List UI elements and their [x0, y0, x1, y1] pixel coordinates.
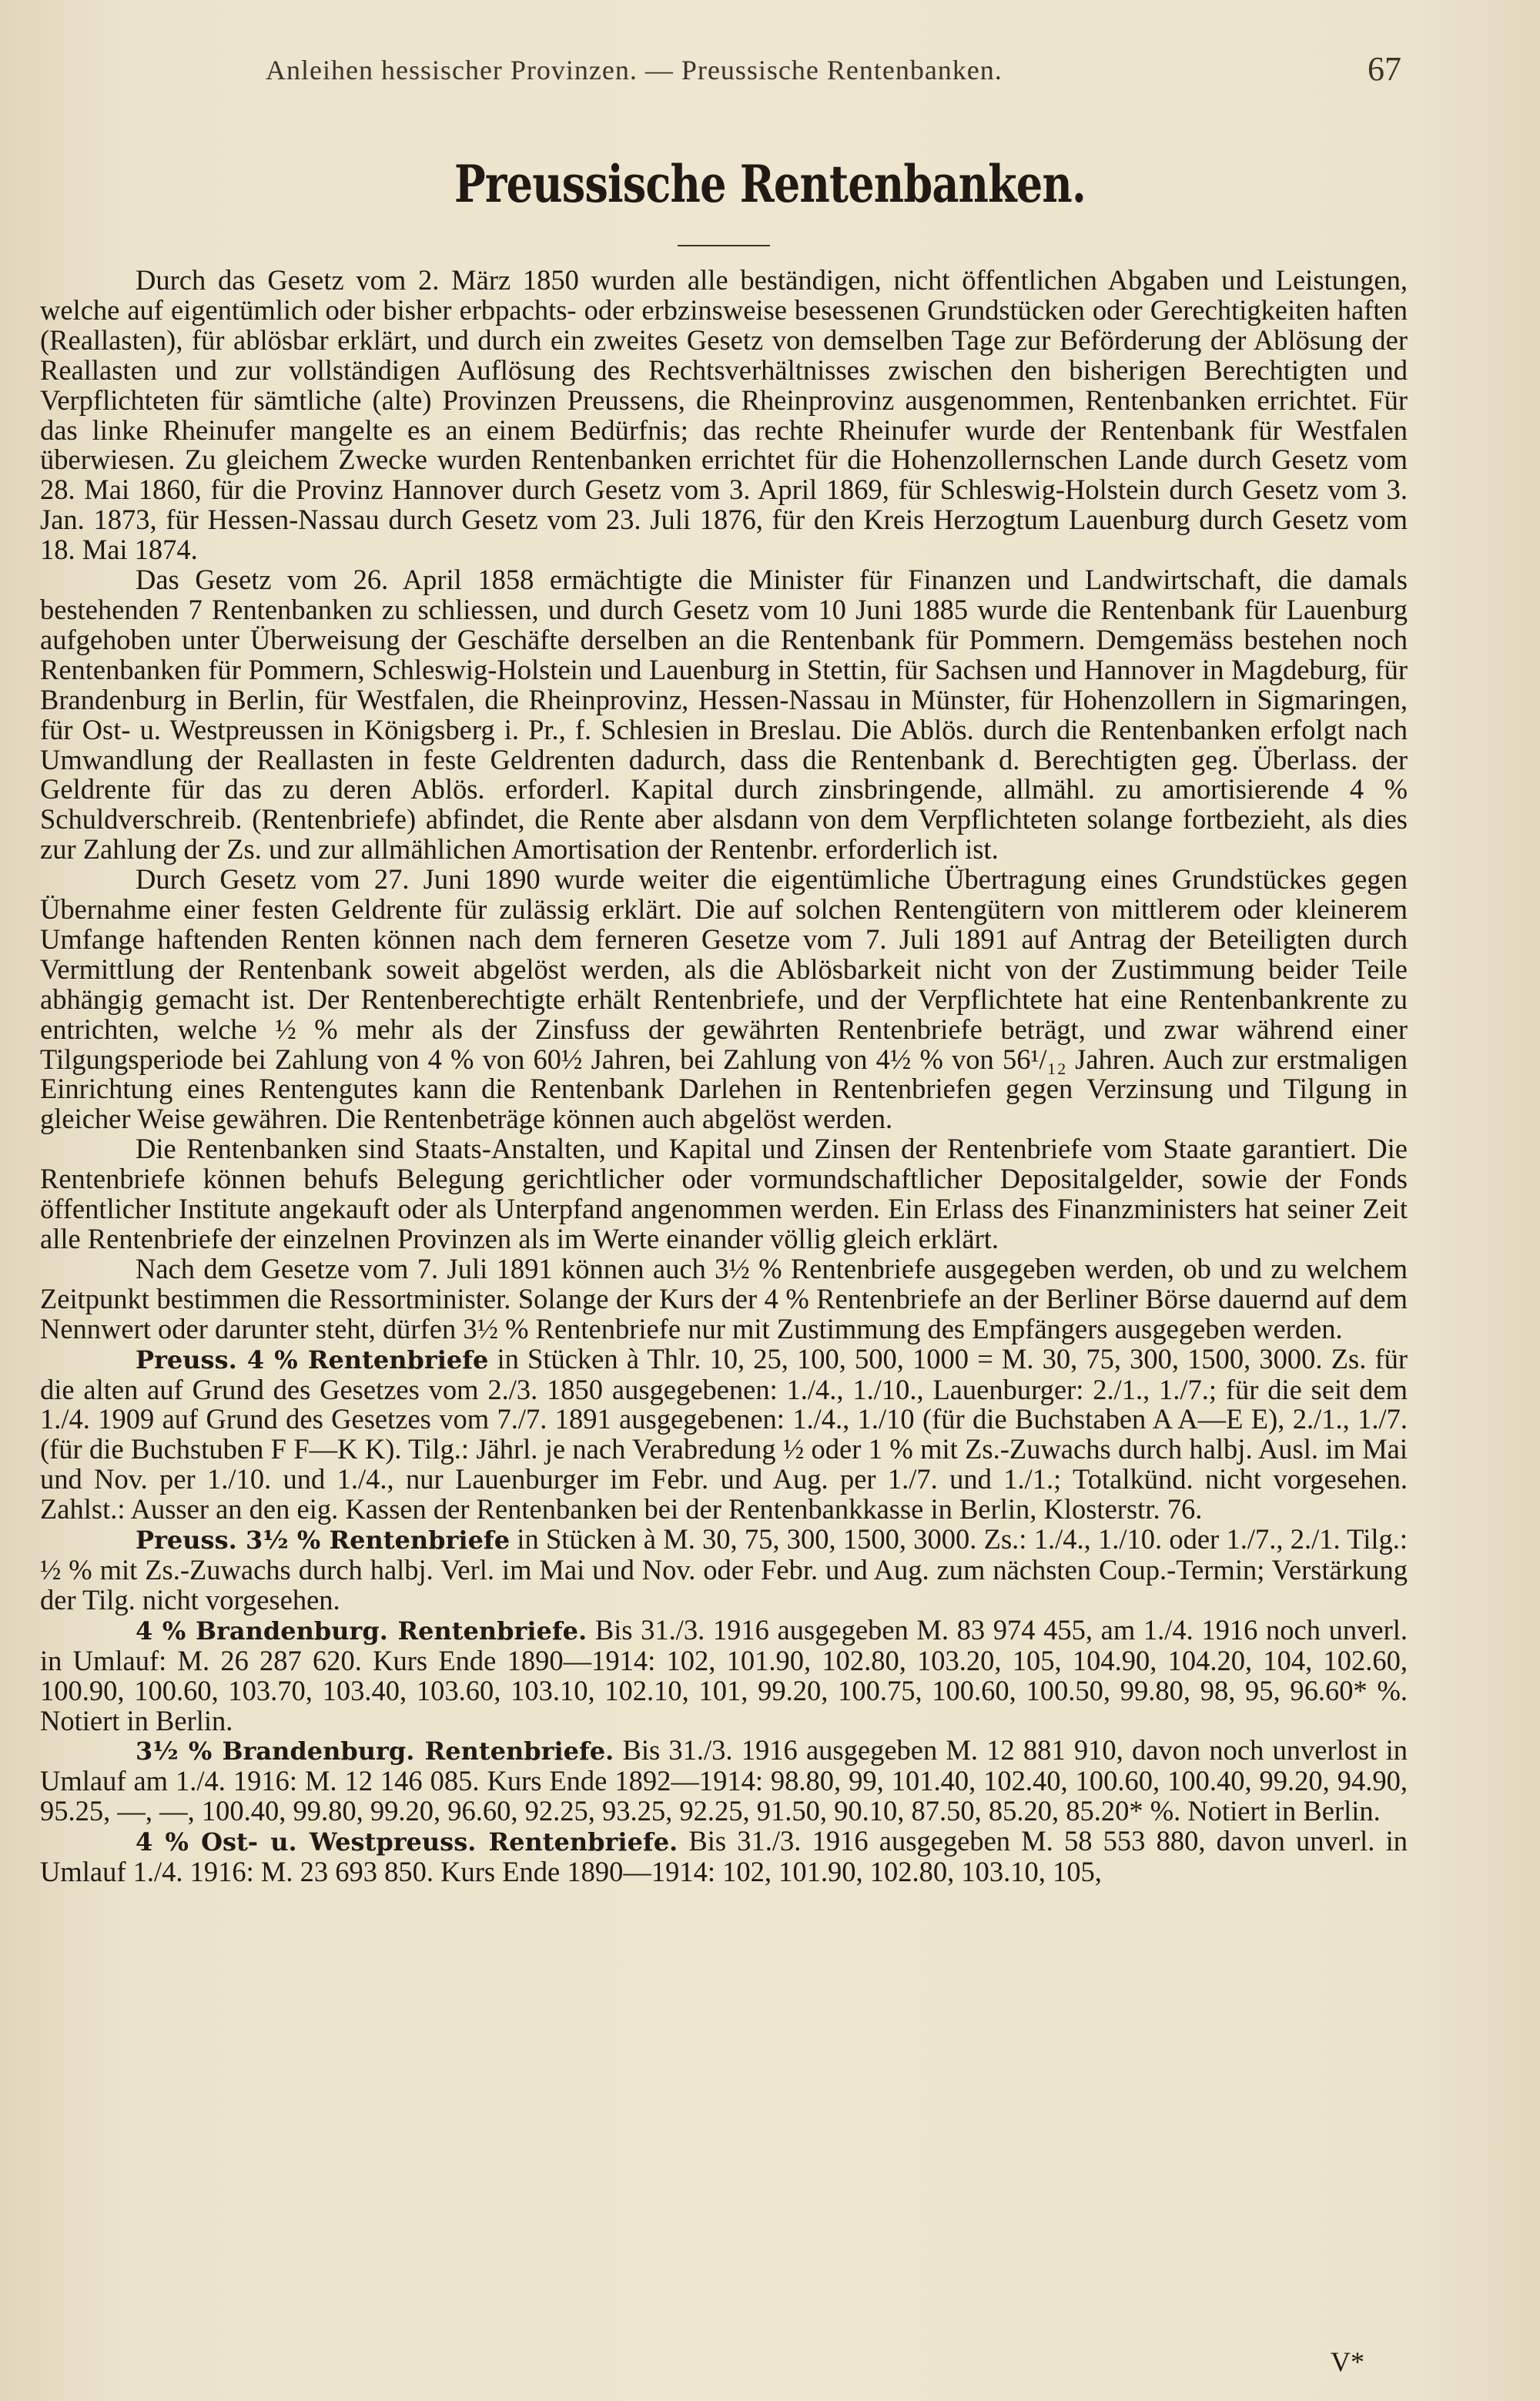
paragraph: [40, 1134, 1408, 1254]
entry-lead: 4 % Ost- u. Westpreuss. Rentenbriefe.: [136, 1827, 678, 1857]
paragraph-text: Durch das Gesetz vom 2. März 1850 wurden alle beständigen, nicht öffentlichen Abgaben und Leistungen, welche auf eigentümlich oder bisher erbpachts- oder erbzinsweise besessenen Grundstücken oder Gerechtigkeiten haften (Reallasten), für ablösbar erklärt, und durch ein zweites Gesetz von demselben Tage zur Beförderung der Ablösung der Reallasten und zur vollständigen Auflösung des Rechtsverhältnisses zwischen den bisherigen Berechtigten und Verpflichteten für sämtliche (alte) Provinzen Preussens, die Rheinprovinz ausgenommen, Rentenbanken errichtet. Für das linke Rheinufer mangelte es an einem Bedürfnis; das rechte Rheinufer wurde der Rentenbank für Westfalen überwiesen. Zu gleichem Zwecke wurden Rentenbanken errichtet für die Hohenzollernschen Lande durch Gesetz vom 28. Mai 1860, für die Provinz Hannover durch Gesetz vom 3. April 1869, für Schleswig-Holstein durch Gesetz vom 3. Jan. 1873, für Hessen-Nassau durch Gesetz vom 23. Juli 1876, für den Kreis Herzogtum Lauenburg durch Gesetz vom 18. Mai 1874.: [40, 264, 1408, 566]
running-head: Anleihen hessischer Provinzen. — Preussische Rentenbanken.: [266, 55, 1003, 85]
signature-mark: V*: [1331, 2346, 1364, 2377]
paragraph-text: Nach dem Gesetze vom 7. Juli 1891 können auch 3½ % Rentenbriefe ausgegeben werden, ob und zu welchem Zeitpunkt bestimmen die Ressortminister. Solange der Kurs der 4 % Rentenbriefe an der Berliner Börse dauernd auf dem Nennwert oder darunter steht, dürfen 3½ % Rentenbriefe nur mit Zustimmung des Empfängers ausgegeben werden.: [40, 1252, 1408, 1344]
paragraph-text: Die Rentenbanken sind Staats-Anstalten, und Kapital und Zinsen der Rentenbriefe vom Staate garantiert. Die Rentenbriefe können behufs Belegung gerichtlicher oder vormundschaftlicher Depositalgelder, sowie der Fonds öffentlicher Institute angekauft oder als Unterpfand angenommen werden. Ein Erlass des Finanzministers hat seiner Zeit alle Rentenbriefe der einzelnen Provinzen als im Werte einander völlig gleich erklärt.: [40, 1133, 1408, 1254]
entry-paragraph: [40, 1344, 1408, 1525]
paragraph-text: Bis 31./3. 1916 ausgegeben M. 58 553 880, davon unverl. in Umlauf 1./4. 1916: M. 23 693 850. Kurs Ende 1890—1914: 102, 101.90, 102.80, 103.10, 105,: [40, 1825, 1408, 1888]
paragraph-text: Bis 31./3. 1916 ausgegeben M. 12 881 910, davon noch unverlost in Umlauf am 1./4. 1916: M. 12 146 085. Kurs Ende 1892—1914: 98.80, 99, 101.40, 102.40, 100.60, 100.40, 99.20, 94.90, 95.25, —, —, 100.40, 99.80, 99.20, 96.60, 92.25, 93.25, 92.25, 91.50, 90.10, 87.50, 85.20, 85.20* %. Notiert in Berlin.: [40, 1734, 1408, 1827]
entry-paragraph: [40, 1827, 1408, 1887]
paragraph: [40, 865, 1408, 1134]
paragraph-text: Bis 31./3. 1916 ausgegeben M. 83 974 455, am 1./4. 1916 noch unverl. in Umlauf: M. 26 287 620. Kurs Ende 1890—1914: 102, 101.90, 102.80, 103.20, 105, 104.90, 104.20, 104, 102.60, 100.90, 100.60, 103.70, 103.40, 103.60, 103.10, 102.10, 101, 99.20, 100.75, 100.60, 100.50, 99.80, 98, 95, 96.60* %. Notiert in Berlin.: [40, 1613, 1408, 1736]
paragraph-text: Durch Gesetz vom 27. Juni 1890 wurde weiter die eigentümliche Übertragung eines Grundstückes gegen Übernahme einer festen Geldrente für zulässig erklärt. Die auf solchen Rentengütern von mittlerem oder kleinerem Umfange haftenden Renten können nach dem ferneren Gesetze vom 7. Juli 1891 auf Antrag der Beteiligten durch Vermittlung der Rentenbank soweit abgelöst werden, als die Ablösbarkeit nicht von der Zustimmung beider Teile abhängig gemacht ist. Der Rentenberechtigte erhält Rentenbriefe, und der Verpflichtete hat eine Rentenbankrente zu entrichten, welche ½ % mehr als der Zinsfuss der gewährten Rentenbriefe beträgt, und zwar während einer Tilgungsperiode bei Zahlung von 4 % von 60½ Jahren, bei Zahlung von 4½ % von 56¹/₁₂ Jahren. Auch zur erstmaligen Einrichtung eines Rentengutes kann die Rentenbank Darlehen in Rentenbriefen gegen Verzinsung und Tilgung in gleicher Weise gewähren. Die Rentenbeträge können auch abgelöst werden.: [40, 863, 1408, 1135]
paragraph: [40, 266, 1408, 565]
entry-lead: Preuss. 4 % Rentenbriefe: [136, 1344, 489, 1375]
paragraph: [40, 565, 1408, 865]
entry-paragraph: [40, 1736, 1408, 1827]
page-number: 67: [1368, 50, 1401, 88]
title-rule: [678, 245, 770, 246]
paragraph-text: in Stücken à Thlr. 10, 25, 100, 500, 1000 = M. 30, 75, 300, 1500, 3000. Zs. für die alten auf Grund des Gesetzes vom 2./3. 1850 ausgegebenen: 1./4., 1./10., Lauenburger: 2./1., 1./7.; für die seit dem 1./4. 1909 auf Grund des Gesetzes vom 7./7. 1891 ausgegebenen: 1./4., 1./10 (für die Buchstaben A A—E E), 2./1., 1./7. (für die Buchstuben F F—K K). Tilg.: Jährl. je nach Verabredung ½ oder 1 % mit Zs.-Zuwachs durch halbj. Ausl. im Mai und Nov. per 1./10. und 1./4., nur Lauenburger im Febr. und Aug. per 1./7. und 1./1.; Totalkünd. nicht vorgesehen. Zahlst.: Ausser an den eig. Kassen der Rentenbanken bei der Rentenbankkasse in Berlin, Klosterstr. 76.: [40, 1342, 1408, 1525]
entry-lead: Preuss. 3½ % Rentenbriefe: [136, 1525, 511, 1555]
paragraph-text: Das Gesetz vom 26. April 1858 ermächtigte die Minister für Finanzen und Landwirtschaft, die damals bestehenden 7 Rentenbanken zu schliessen, und durch Gesetz vom 10 Juni 1885 wurde die Rentenbank für Lauenburg aufgehoben unter Überweisung der Geschäfte derselben an die Rentenbank für Pommern. Demgemäss bestehen noch Rentenbanken für Pommern, Schleswig-Holstein und Lauenburg in Stettin, für Sachsen und Hannover in Magdeburg, für Brandenburg in Berlin, für Westfalen, die Rheinprovinz, Hessen-Nassau in Münster, für Hohenzollern in Sigmaringen, für Ost- u. Westpreussen in Königsberg i. Pr., f. Schlesien in Breslau. Die Ablös. durch die Rentenbanken erfolgt nach Umwandlung der Reallasten in feste Geldrenten dadurch, dass die Rentenbank d. Berechtigten geg. Überlass. der Geldrente für das zu deren Ablös. erforderl. Kapital durch zinsbringende, allmähl. zu amortisierende 4 % Schuldverschreib. (Rentenbriefe) abfindet, die Rente aber alsdann von dem Verpflichteten solange fortbezieht, als dies zur Zahlung der Zs. und zur allmählichen Amortisation der Rentenbr. erforderlich ist.: [40, 564, 1408, 866]
body-text: [40, 266, 1408, 1887]
paragraph: [40, 1254, 1408, 1344]
paragraph-text: in Stücken à M. 30, 75, 300, 1500, 3000. Zs.: 1./4., 1./10. oder 1./7., 2./1. Tilg.: ½ % mit Zs.-Zuwachs durch halbj. Verl. im Mai und Nov. oder Febr. und Aug. zum nächsten Coup.-Termin; Verstärkung der Tilg. nicht vorgesehen.: [40, 1523, 1408, 1616]
entry-paragraph: [40, 1613, 1408, 1736]
entry-lead: 4 % Brandenburg. Rentenbriefe.: [136, 1616, 588, 1646]
page-title: Preussische Rentenbanken.: [454, 154, 1086, 214]
entry-paragraph: [40, 1525, 1408, 1616]
entry-lead: 3½ % Brandenburg. Rentenbriefe.: [136, 1736, 614, 1766]
